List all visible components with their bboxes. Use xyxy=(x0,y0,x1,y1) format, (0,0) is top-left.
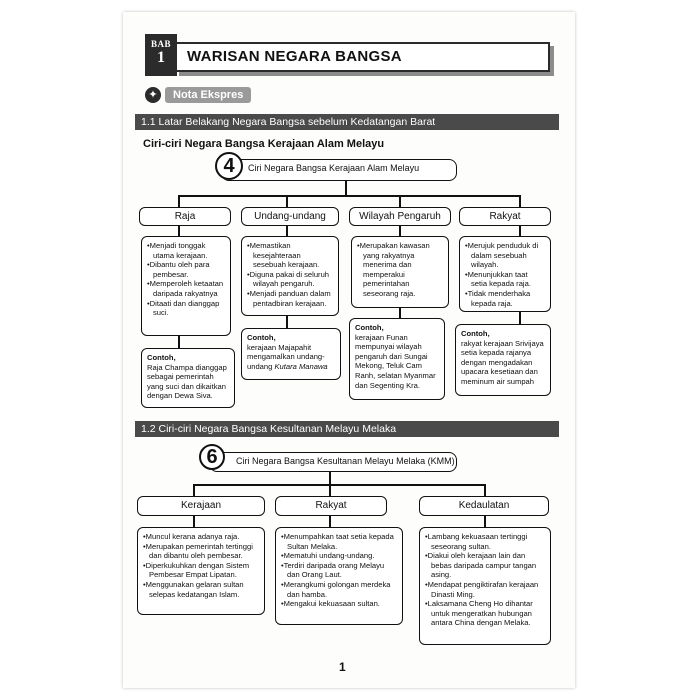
example-raja xyxy=(141,348,235,408)
point: • Mematuhi undang-undang. xyxy=(281,551,397,561)
example-italic: Kutara Manawa xyxy=(274,361,328,371)
point: • Menunjukkan taat setia kepada raja. xyxy=(465,270,545,289)
connector xyxy=(178,336,180,348)
points-raja xyxy=(141,236,231,336)
connector xyxy=(329,472,331,484)
point: • Merupakan pemerintah tertinggi dan dibantu oleh pembesar. xyxy=(143,542,259,561)
point: • Dibantu oleh para pembesar. xyxy=(147,260,225,279)
column-header-rakyat: Rakyat xyxy=(459,207,551,226)
page-number: 1 xyxy=(339,660,346,674)
point: • Diguna pakai di seluruh wilayah pengaruh. xyxy=(247,270,333,289)
points-kerajaan xyxy=(137,527,265,615)
point: • Menumpahkan taat setia kepada Sultan Melaka. xyxy=(281,532,397,551)
point: • Diakui oleh kerajaan lain dan bebas daripada campur tangan asing. xyxy=(425,551,545,580)
point: • Memastikan kesejahteraan sesebuah kerajaan. xyxy=(247,241,333,270)
chapter-badge xyxy=(145,34,177,76)
example-rakyat xyxy=(455,324,551,396)
points-undang-undang xyxy=(241,236,339,316)
chapter-word: BAB xyxy=(150,39,171,49)
column-header-kerajaan: Kerajaan xyxy=(137,496,265,516)
point: • Merupakan kawasan yang rakyatnya menerima dan memperakui pemerintahan seseorang raja. xyxy=(357,241,443,299)
example-label: Contoh, xyxy=(461,329,490,338)
section-1-badge: 4 xyxy=(215,152,243,180)
connector xyxy=(399,195,401,207)
point: • Menggunakan gelaran sultan selepas kedatangan Islam. xyxy=(143,580,259,599)
point: • Terdiri daripada orang Melayu dan Orang Laut. xyxy=(281,561,397,580)
connector xyxy=(329,515,331,527)
points-kedaulatan xyxy=(419,527,551,645)
section-2-badge: 6 xyxy=(199,444,225,470)
connector xyxy=(484,515,486,527)
connector xyxy=(519,312,521,324)
point: • Laksamana Cheng Ho dihantar untuk mengeratkan hubungan antara China dengan Melaka. xyxy=(425,599,545,628)
chapter-number: 1 xyxy=(157,49,165,66)
point: • Mendapat pengiktirafan kerajaan Dinasti Ming. xyxy=(425,580,545,599)
connector xyxy=(178,195,180,207)
chapter-title: WARISAN NEGARA BANGSA xyxy=(175,42,550,72)
connector xyxy=(484,484,486,496)
section-2-root: Ciri Negara Bangsa Kesultanan Melayu Melaka (KMM) xyxy=(209,452,457,472)
example-label: Contoh, xyxy=(247,333,276,342)
nota-ekspres xyxy=(145,86,251,104)
example-text: kerajaan Majapahit mengamalkan undang-undang xyxy=(247,342,325,371)
compass-icon: ✦ xyxy=(145,87,161,103)
points-wilayah-pengaruh xyxy=(351,236,449,308)
example-label: Contoh, xyxy=(147,353,176,362)
example-undang-undang xyxy=(241,328,341,380)
connector xyxy=(193,515,195,527)
example-text: Raja Champa dianggap sebagai pemerintah yang suci dan dikaitkan dengan Dewa Siva. xyxy=(147,362,227,401)
connector xyxy=(178,195,520,197)
column-header-kedaulatan: Kedaulatan xyxy=(419,496,549,516)
textbook-page xyxy=(123,12,575,688)
section-2-heading: 1.2 Ciri-ciri Negara Bangsa Kesultanan Melayu Melaka xyxy=(135,421,559,437)
point: • Muncul kerana adanya raja. xyxy=(143,532,259,542)
point: • Lambang kekuasaan tertinggi seseorang sultan. xyxy=(425,532,545,551)
example-label: Contoh, xyxy=(355,323,384,332)
connector xyxy=(193,484,485,486)
point: • Mengakui kekuasaan sultan. xyxy=(281,599,397,609)
point: • Diperkukuhkan dengan Sistem Pembesar Empat Lipatan. xyxy=(143,561,259,580)
point: • Tidak menderhaka kepada raja. xyxy=(465,289,545,308)
connector xyxy=(519,195,521,207)
example-text: rakyat kerajaan Srivijaya setia kepada rajanya dengan mengadakan upacara kesetiaan dan meminum air sumpah xyxy=(461,338,544,386)
connector xyxy=(286,195,288,207)
example-text: kerajaan Funan mempunyai wilayah pengaruh dari Sungai Mekong, Teluk Cam Ranh, selatan Myanmar dan Segenting Kra. xyxy=(355,332,436,390)
section-1-subheading: Ciri-ciri Negara Bangsa Kerajaan Alam Melayu xyxy=(143,138,385,150)
example-wilayah-pengaruh xyxy=(349,318,445,400)
points-rakyat-kmm xyxy=(275,527,403,625)
section-1-root: Ciri Negara Bangsa Kerajaan Alam Melayu xyxy=(221,159,457,181)
point: • Ditaati dan dianggap suci. xyxy=(147,299,225,318)
column-header-undang-undang: Undang-undang xyxy=(241,207,339,226)
connector xyxy=(399,308,401,318)
point: • Menjadi panduan dalam pentadbiran kerajaan. xyxy=(247,289,333,308)
point: • Merangkumi golongan merdeka dan hamba. xyxy=(281,580,397,599)
section-1-heading: 1.1 Latar Belakang Negara Bangsa sebelum Kedatangan Barat xyxy=(135,114,559,130)
column-header-wilayah-pengaruh: Wilayah Pengaruh xyxy=(349,207,451,226)
column-header-rakyat-kmm: Rakyat xyxy=(275,496,387,516)
connector xyxy=(286,316,288,328)
points-rakyat xyxy=(459,236,551,312)
point: • Memperoleh ketaatan daripada rakyatnya xyxy=(147,279,225,298)
connector xyxy=(345,181,347,195)
connector xyxy=(193,484,195,496)
column-header-raja: Raja xyxy=(139,207,231,226)
point: • Menjadi tonggak utama kerajaan. xyxy=(147,241,225,260)
point: • Merujuk penduduk di dalam sesebuah wilayah. xyxy=(465,241,545,270)
nota-label: Nota Ekspres xyxy=(165,87,251,103)
connector xyxy=(329,484,331,496)
